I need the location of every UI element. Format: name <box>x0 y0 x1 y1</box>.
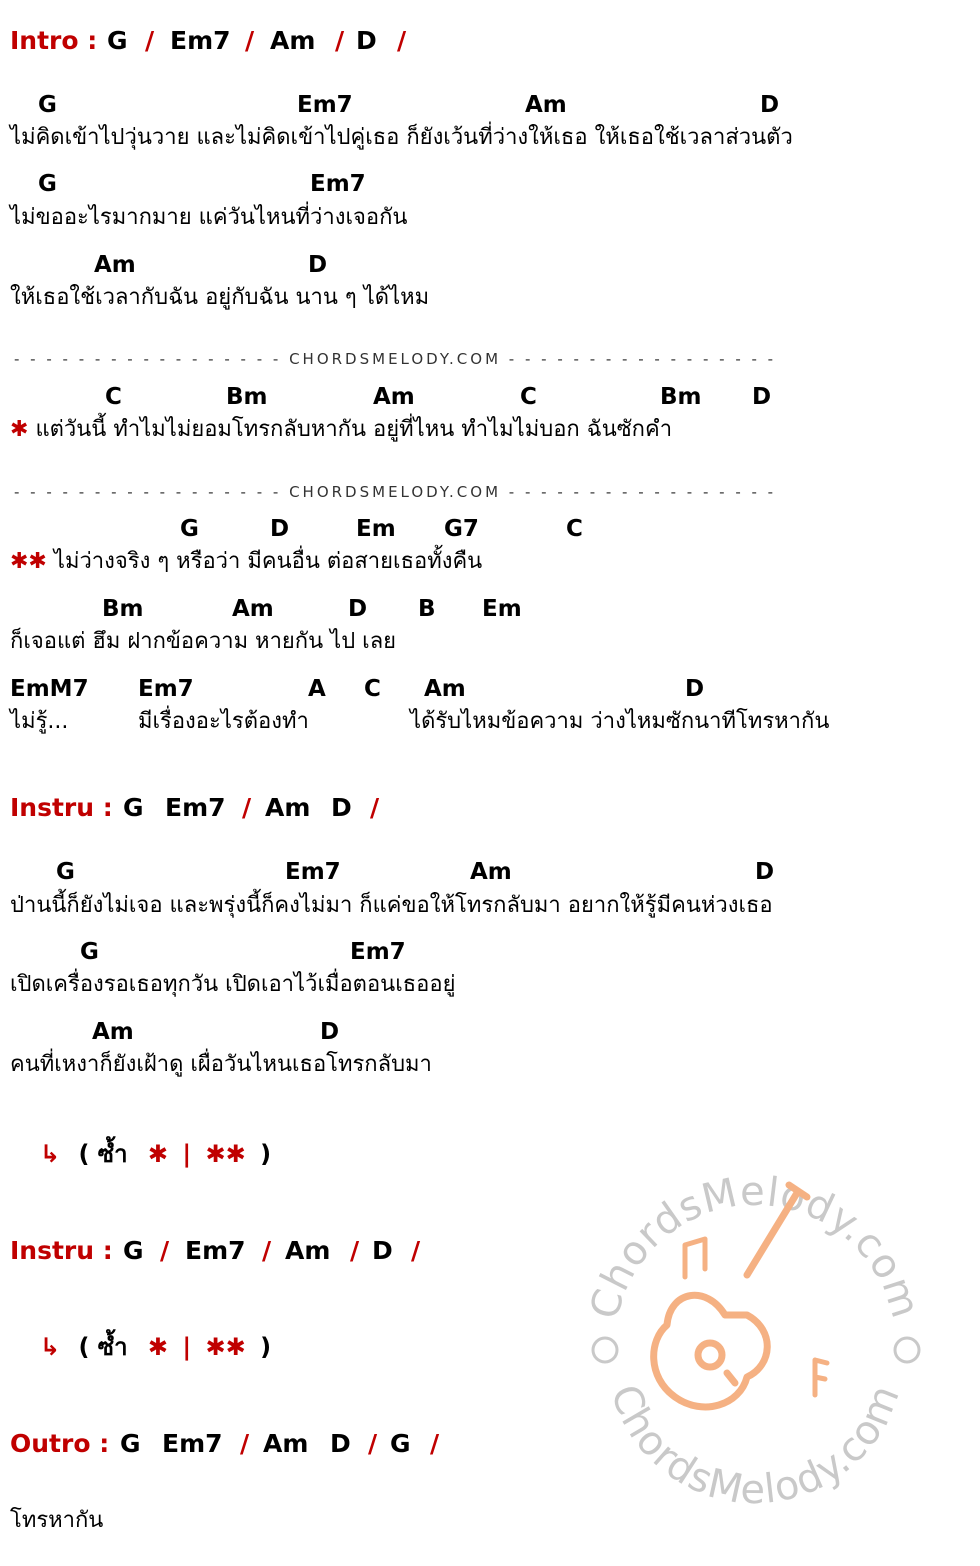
slash: / <box>160 1236 170 1265</box>
chord: D <box>755 859 775 885</box>
repeat-instruction <box>40 1142 271 1166</box>
instru-line <box>10 793 380 822</box>
chord: D <box>752 384 772 410</box>
chorus-marker: ✱✱ <box>10 549 47 574</box>
chord: D <box>356 26 377 55</box>
chord: Em7 <box>170 26 231 55</box>
slash: / <box>245 26 255 55</box>
chord: D <box>270 516 290 542</box>
watermark-text-top: ChordsMelody.com <box>581 1168 929 1325</box>
chord: C <box>364 676 381 702</box>
chord: Em7 <box>185 1236 246 1265</box>
chord: Em7 <box>285 859 341 885</box>
lyric-line: ก็เจอแต่ ฮึม ฝากข้อความ หายกัน ไป เลย <box>10 629 397 654</box>
chord: Am <box>424 676 466 702</box>
chord: D <box>348 596 368 622</box>
slash: / <box>411 1236 421 1265</box>
chord: D <box>331 793 352 822</box>
repeat-bar: | <box>182 1140 192 1168</box>
instru-label: Instru : <box>10 793 113 822</box>
chord: EmM7 <box>10 676 89 702</box>
chord: G <box>123 1236 144 1265</box>
chord: Bm <box>660 384 702 410</box>
lyric-line: ไม่ขออะไรมากมาย แค่วันไหนที่ว่างเจอกัน <box>10 205 408 230</box>
chord: G <box>38 92 57 118</box>
site-separator: - - - - - - - - - - - - - - - - - CHORDSMELODY.COM - - - - - - - - - - - - - - - - - <box>14 483 777 501</box>
chord: G <box>390 1429 411 1458</box>
return-arrow-icon: ↳ <box>40 1140 61 1168</box>
chord: G <box>180 516 199 542</box>
repeat-star2: ✱✱ <box>205 1140 246 1168</box>
lyric-fragment: มีเรื่องอะไรต้องทำ <box>138 709 309 734</box>
chord: D <box>320 1019 340 1045</box>
chord: Am <box>470 859 512 885</box>
chord: Am <box>265 793 311 822</box>
chord: G <box>38 171 57 197</box>
slash: / <box>335 26 345 55</box>
chord: G <box>107 26 128 55</box>
watermark-logo <box>575 1165 935 1525</box>
chord: Em7 <box>297 92 353 118</box>
lyric-line: ไม่คิดเข้าไปวุ่นวาย และไม่คิดเข้าไปคู่เธอ ก็ยังเว้นที่ว่างให้เธอ ให้เธอใช้เวลาส่วนตัว <box>10 125 793 150</box>
chord: Em7 <box>310 171 366 197</box>
lyric-line: ให้เธอใช้เวลากับฉัน อยู่กับฉัน นาน ๆ ได้ไหม <box>10 285 430 310</box>
chord: Em7 <box>350 939 406 965</box>
chord: Em7 <box>165 793 226 822</box>
slash: / <box>397 26 407 55</box>
chord: G <box>123 793 144 822</box>
watermark-text-bottom: ChordsMelody.com <box>601 1378 910 1514</box>
lyric-fragment: ไม่รู้... <box>10 709 69 734</box>
ending-lyric: โทรหากัน <box>10 1508 104 1533</box>
music-note-circle-icon <box>593 1338 617 1362</box>
instru-line <box>10 1236 421 1265</box>
chord: Am <box>373 384 415 410</box>
slash: / <box>368 1429 378 1458</box>
lyric-line <box>10 551 482 573</box>
slash: / <box>240 1429 250 1458</box>
chord: D <box>685 676 705 702</box>
repeat-close: ) <box>260 1140 272 1168</box>
slash: / <box>350 1236 360 1265</box>
repeat-open: ( ซ้ำ <box>78 1140 128 1168</box>
chord: C <box>520 384 537 410</box>
chord: Em7 <box>162 1429 223 1458</box>
chord: Am <box>94 252 136 278</box>
chord: Em <box>356 516 396 542</box>
chord: D <box>372 1236 393 1265</box>
intro-label: Intro : <box>10 26 98 55</box>
pre-chorus-marker: ✱ <box>10 417 29 442</box>
lyric-line <box>10 419 672 441</box>
slash: / <box>262 1236 272 1265</box>
chord: Bm <box>226 384 268 410</box>
lyric-fragment: ได้รับไหมข้อความ ว่างไหมซักนาทีโทรหากัน <box>410 709 830 734</box>
slash: / <box>430 1429 440 1458</box>
repeat-close: ) <box>260 1333 272 1361</box>
outro-line <box>10 1429 440 1458</box>
repeat-open: ( ซ้ำ <box>78 1333 128 1361</box>
chord: Am <box>232 596 274 622</box>
lyric-line: เปิดเครื่องรอเธอทุกวัน เปิดเอาไว้เมื่อตอนเธออยู่ <box>10 972 456 997</box>
lyric-text: ไม่ว่างจริง ๆ หรือว่า มีคนอื่น ต่อสายเธอทั้งคืน <box>53 549 483 574</box>
repeat-star1: ✱ <box>147 1333 169 1361</box>
lyric-text: แต่วันนี้ ทำไมไม่ยอมโทรกลับหากัน อยู่ที่ไหน ทำไมไม่บอก ฉันซักคำ <box>35 417 673 442</box>
repeat-bar: | <box>182 1333 192 1361</box>
chord: Am <box>525 92 567 118</box>
chord: D <box>330 1429 351 1458</box>
repeat-instruction <box>40 1335 271 1359</box>
chord: Em <box>482 596 522 622</box>
outro-label: Outro : <box>10 1429 110 1458</box>
return-arrow-icon: ↳ <box>40 1333 61 1361</box>
slash: / <box>145 26 155 55</box>
slash: / <box>370 793 380 822</box>
lyric-line: ป่านนี้ก็ยังไม่เจอ และพรุ่งนี้ก็คงไม่มา ก็แค่ขอให้โทรกลับมา อยากให้รู้มีคนห่วงเธอ <box>10 893 773 918</box>
chord: C <box>105 384 122 410</box>
slash: / <box>242 793 252 822</box>
chord: Am <box>285 1236 331 1265</box>
chord: D <box>308 252 328 278</box>
intro-line <box>10 26 407 55</box>
chord: Em7 <box>138 676 194 702</box>
site-separator: - - - - - - - - - - - - - - - - - CHORDSMELODY.COM - - - - - - - - - - - - - - - - - <box>14 350 777 368</box>
repeat-star2: ✱✱ <box>205 1333 246 1361</box>
chord: B <box>418 596 436 622</box>
chord: G <box>120 1429 141 1458</box>
chord: C <box>566 516 583 542</box>
chord: Bm <box>102 596 144 622</box>
instru-label: Instru : <box>10 1236 113 1265</box>
chord: Am <box>263 1429 309 1458</box>
chord: Am <box>92 1019 134 1045</box>
chord: D <box>760 92 780 118</box>
chord: A <box>308 676 326 702</box>
chord: Am <box>270 26 316 55</box>
lyric-line: คนที่เหงาก็ยังเฝ้าดู เผื่อวันไหนเธอโทรกลับมา <box>10 1052 432 1077</box>
chord: G <box>80 939 99 965</box>
chord: G7 <box>444 516 479 542</box>
chord: G <box>56 859 75 885</box>
repeat-star1: ✱ <box>147 1140 169 1168</box>
music-note-circle-icon <box>895 1338 919 1362</box>
